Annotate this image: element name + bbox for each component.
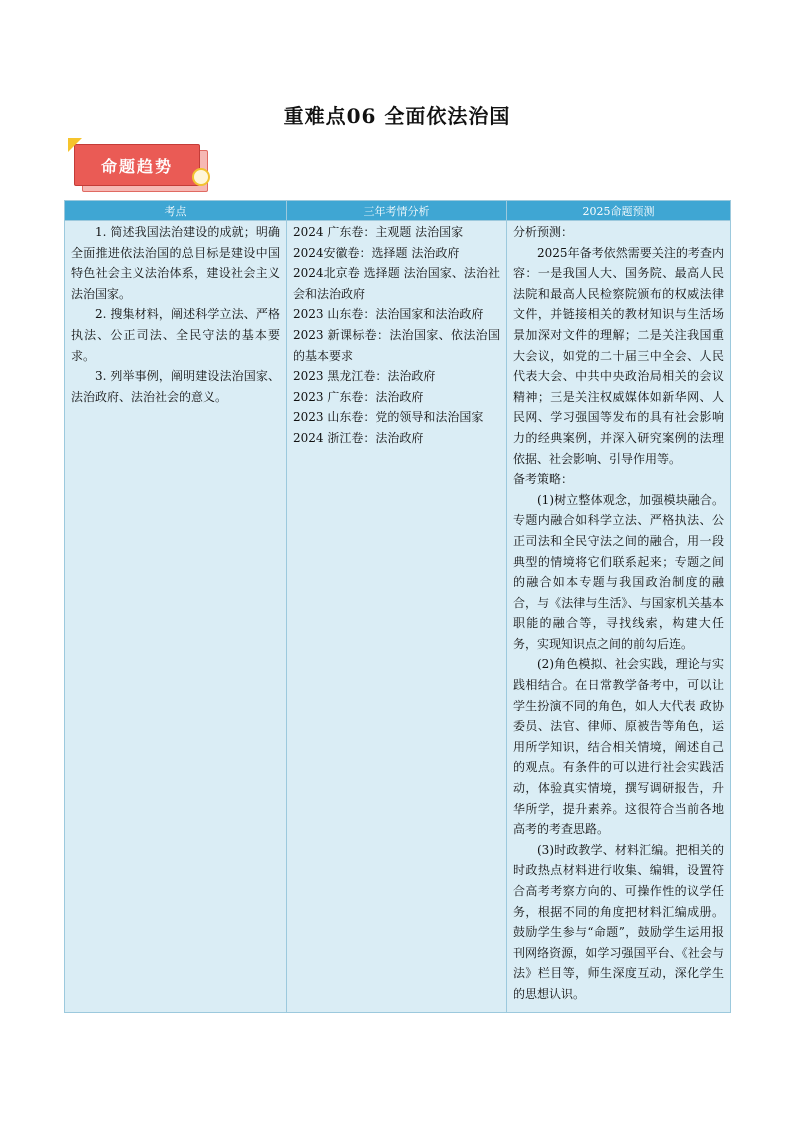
strategy-item: (1)树立整体观念，加强模块融合。专题内融合如科学立法、严格执法、公正司法和全民守法之间的融合，用一段典型的情境将它们联系起来；专题之间的融合如本专题与我国政治制度的融合，与《法律与生活》、与国家机关基本职能的融合等，寻找线索，构建大任务，实现知识点之间的前勾后连。: [513, 492, 724, 651]
badge-front: [74, 144, 200, 186]
exam-record: 2023 广东卷：法治政府: [293, 389, 424, 404]
page-title: 重难点06 全面依法治国: [283, 104, 511, 128]
strategy-label: 备考策略：: [513, 472, 574, 487]
header-yuce: 2025命题预测: [507, 201, 731, 221]
kaodian-item: 1. 简述我国法治建设的成就；明确全面推进依法治国的总目标是建设中国特色社会主义法治体系，建设社会主义法治国家。: [71, 225, 280, 301]
ring-decoration-icon: [192, 168, 210, 186]
header-kaoqing: 三年考情分析: [287, 201, 507, 221]
badge-label: 命题趋势: [100, 156, 173, 176]
header-kaodian: 考点: [65, 201, 287, 221]
exam-record: 2023 新课标卷：法治国家、依法治国的基本要求: [293, 327, 500, 363]
analysis-label: 分析预测：: [513, 225, 574, 239]
kaoqing-cell: [287, 221, 507, 1013]
section-badge: [74, 142, 214, 194]
trend-table: [64, 200, 731, 1013]
kaodian-cell: [65, 221, 287, 1013]
analysis-text: 2025年备考依然需要关注的考查内容：一是我国人大、国务院、最高人民法院和最高人民检察院颁布的权威法律文件，并链接相关的教材知识与生活场景加深对文件的理解；二是关注我国重大会议，如党的二十届三中全会、人民代表大会、中共中央政治局相关的会议精神；三是关注权威媒体如新华网、人民网、学习强国等发布的具有社会影响力的经典案例，并深入研究案例的法理依据、社会影响、引导作用等。: [513, 245, 724, 466]
strategy-item: (2)角色模拟、社会实践，理论与实践相结合。在日常教学备考中，可以让学生扮演不同的角色，如人大代表 政协委员、法官、律师、原被告等角色，运用所学知识，结合相关情境，阐述自己的观点。有条件的可以进行社会实践活动，体验真实情境，撰写调研报告，升华所学，提升素养。这很符合当前各地高考的考查思路。: [513, 657, 724, 837]
exam-record: 2024北京卷 选择题 法治国家、法治社会和法治政府: [293, 266, 500, 301]
exam-record: 2024 浙江卷：法治政府: [293, 430, 424, 445]
table-header-row: [65, 201, 731, 221]
kaodian-item: 3. 列举事例，阐明建设法治国家、法治政府、法治社会的意义。: [71, 369, 280, 404]
exam-record: 2023 山东卷：党的领导和法治国家: [293, 410, 484, 425]
exam-record: 2024安徽卷：选择题 法治政府: [293, 245, 460, 260]
strategy-item: (3)时政教学、材料汇编。把相关的时政热点材料进行收集、编辑，设置符合高考考察方向的、可操作性的议学任务，根据不同的角度把材料汇编成册。鼓励学生参与“命题”，鼓励学生运用报刊网络资源，如学习强国平台、《社会与法》栏目等，师生深度互动，深化学生的思想认识。: [513, 842, 724, 1001]
exam-record: 2023 山东卷：法治国家和法治政府: [293, 307, 484, 322]
flag-decoration-icon: [68, 138, 82, 152]
table-row: [65, 221, 731, 1013]
exam-record: 2023 黑龙江卷：法治政府: [293, 369, 436, 384]
kaodian-item: 2. 搜集材料，阐述科学立法、严格执法、公正司法、全民守法的基本要求。: [71, 307, 280, 363]
yuce-cell: [507, 221, 731, 1013]
exam-record: 2024 广东卷：主观题 法治国家: [293, 225, 464, 239]
